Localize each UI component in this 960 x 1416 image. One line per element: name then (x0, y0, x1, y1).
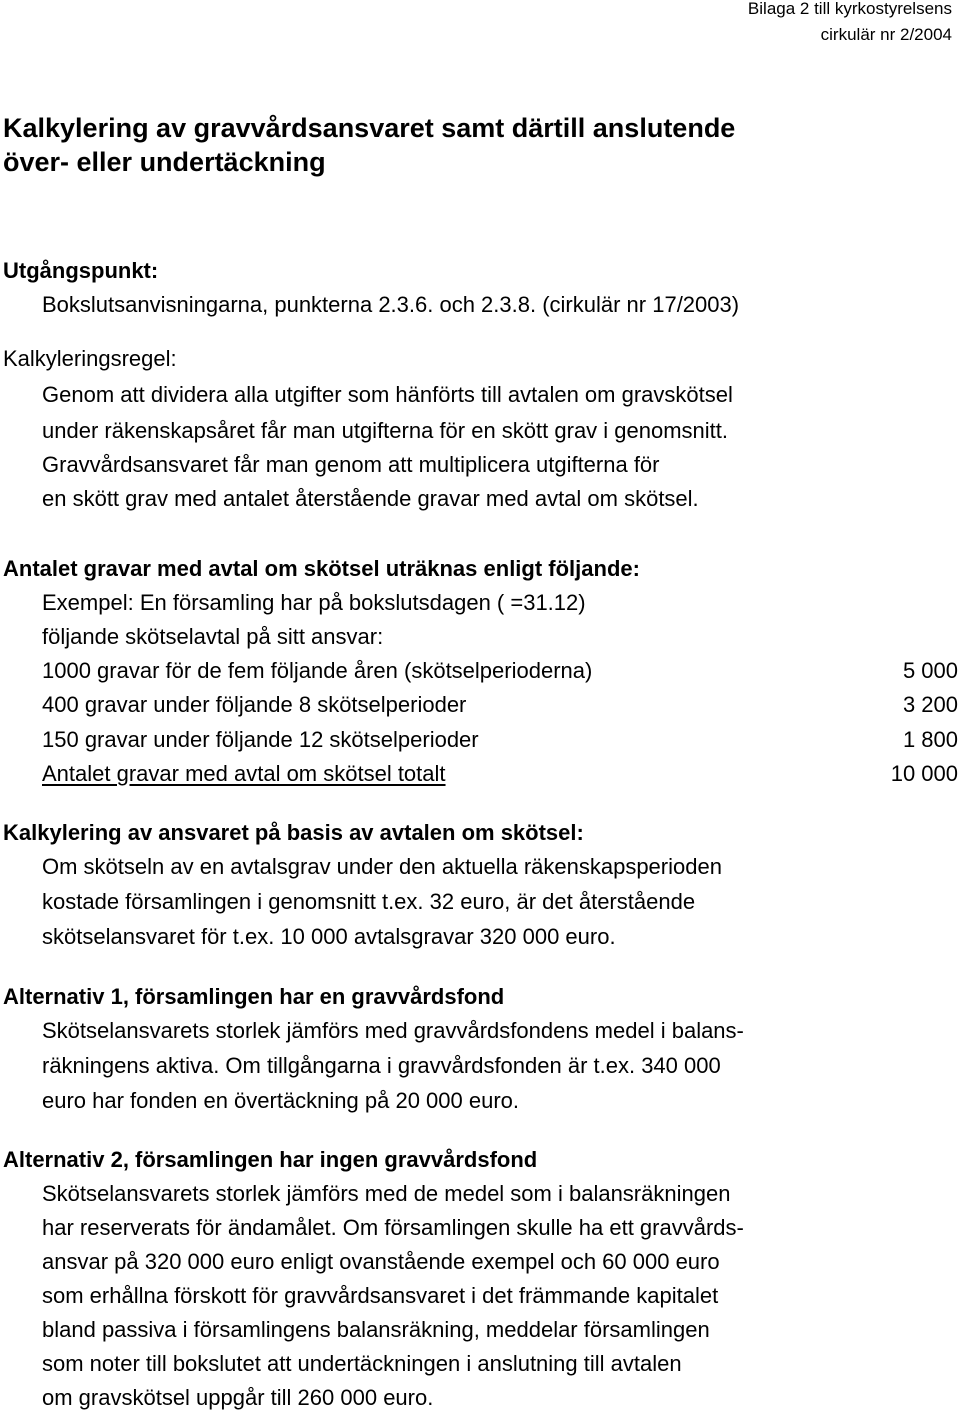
kalkyleringsregel-line-4: en skött grav med antalet återstående gravar med avtal om skötsel. (42, 486, 699, 511)
table-row-value: 5 000 (902, 658, 958, 683)
alternativ-2-line-6: som noter till bokslutet att undertäckningen i anslutning till avtalen (42, 1351, 682, 1376)
antalet-line-2: följande skötselavtal på sitt ansvar: (42, 624, 384, 649)
document-title-line-1: Kalkylering av gravvårdsansvaret samt därtill anslutende (3, 113, 736, 143)
kalkyleringsregel-line-2: under räkenskapsåret får man utgifterna för en skött grav i genomsnitt. (42, 418, 729, 443)
header-line-1: Bilaga 2 till kyrkostyrelsens (747, 0, 952, 18)
alternativ-2-heading: Alternativ 2, församlingen har ingen gravvårdsfond (3, 1147, 538, 1172)
antalet-line-1: Exempel: En församling har på bokslutsdagen ( =31.12) (42, 590, 586, 615)
alternativ-2-line-7: om gravskötsel uppgår till 260 000 euro. (42, 1385, 434, 1410)
kalkylering-ansvar-heading: Kalkylering av ansvaret på basis av avtalen om skötsel: (3, 820, 584, 845)
alternativ-1-line-2: räkningens aktiva. Om tillgångarna i gravvårdsfonden är t.ex. 340 000 (42, 1053, 721, 1078)
kalkyleringsregel-heading: Kalkyleringsregel: (3, 346, 177, 371)
alternativ-2-line-1: Skötselansvarets storlek jämförs med de medel som i balansräkningen (42, 1181, 731, 1206)
document-title-line-2: över- eller undertäckning (3, 147, 326, 177)
alternativ-1-line-1: Skötselansvarets storlek jämförs med gravvårdsfondens medel i balans- (42, 1018, 744, 1043)
table-row-label: 1000 gravar för de fem följande åren (skötselperioderna) (42, 658, 593, 683)
kalkyleringsregel-line-1: Genom att dividera alla utgifter som hänförts till avtalen om gravskötsel (42, 382, 733, 407)
kalkylering-ansvar-line-3: skötselansvaret för t.ex. 10 000 avtalsgravar 320 000 euro. (42, 924, 616, 949)
table-row-value: 1 800 (902, 727, 958, 752)
table-total-label: Antalet gravar med avtal om skötsel totalt (42, 761, 446, 786)
alternativ-2-line-2: har reserverats för ändamålet. Om församlingen skulle ha ett gravvårds- (42, 1215, 744, 1240)
antalet-heading: Antalet gravar med avtal om skötsel uträknas enligt följande: (3, 556, 640, 581)
table-total-value: 10 000 (890, 761, 958, 786)
kalkylering-ansvar-line-1: Om skötseln av en avtalsgrav under den aktuella räkenskapsperioden (42, 854, 722, 879)
alternativ-2-line-5: bland passiva i församlingens balansräkning, meddelar församlingen (42, 1317, 710, 1342)
kalkylering-ansvar-line-2: kostade församlingen i genomsnitt t.ex. 32 euro, är det återstående (42, 889, 696, 914)
alternativ-2-line-3: ansvar på 320 000 euro enligt ovanstående exempel och 60 000 euro (42, 1249, 720, 1274)
table-row-label: 150 gravar under följande 12 skötselperioder (42, 727, 479, 752)
alternativ-2-line-4: som erhållna förskott för gravvårdsansvaret i det främmande kapitalet (42, 1283, 719, 1308)
utgangspunkt-heading: Utgångspunkt: (3, 258, 159, 283)
kalkyleringsregel-line-3: Gravvårdsansvaret får man genom att multiplicera utgifterna för (42, 452, 660, 477)
alternativ-1-line-3: euro har fonden en övertäckning på 20 000 euro. (42, 1088, 520, 1113)
table-row-value: 3 200 (902, 692, 958, 717)
header-line-2: cirkulär nr 2/2004 (820, 25, 952, 44)
utgangspunkt-text: Bokslutsanvisningarna, punkterna 2.3.6. och 2.3.8. (cirkulär nr 17/2003) (42, 292, 740, 317)
table-row-label: 400 gravar under följande 8 skötselperioder (42, 692, 467, 717)
alternativ-1-heading: Alternativ 1, församlingen har en gravvårdsfond (3, 984, 505, 1009)
